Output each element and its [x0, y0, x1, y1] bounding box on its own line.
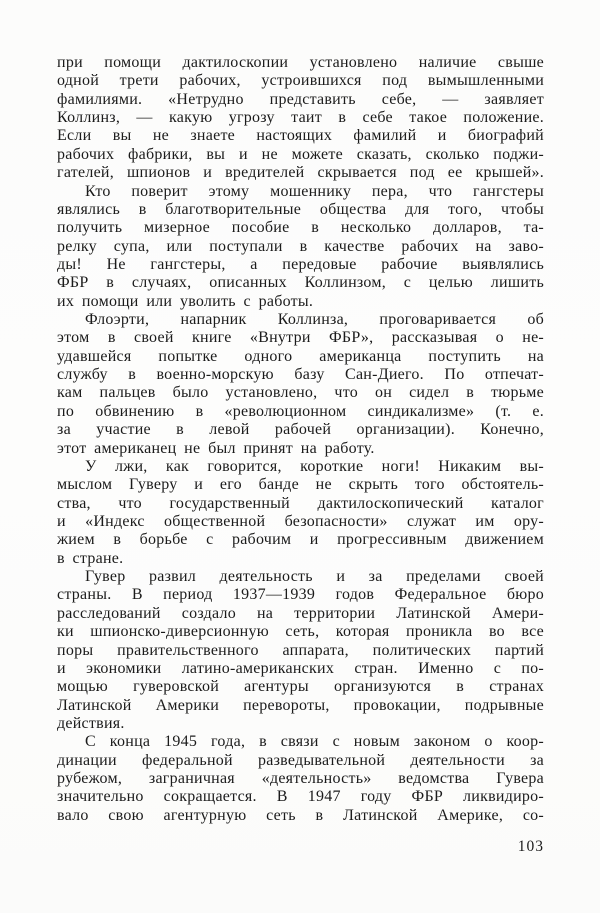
text-line: ства, что государственный дактилоскопический каталог [57, 494, 544, 512]
text-line: рубежом, заграничная «деятельность» ведомства Гувера [57, 770, 544, 788]
text-line: рабочих фабрики, вы и не можете сказать, сколько поджи- [57, 145, 544, 163]
text-line: значительно сокращается. В 1947 году ФБР ликвидиро- [57, 788, 544, 806]
text-line: С конца 1945 года, в связи с новым законом о коор- [85, 733, 544, 751]
text-line: их помощи или уволить с работы. [57, 292, 314, 310]
text-line: и экономики латино-американских стран. Именно с по- [57, 659, 544, 677]
text-line: вало свою агентурную сеть в Латинской Америке, со- [57, 806, 544, 824]
text-line: Коллинз, — какую угрозу таит в себе такое положение. [57, 109, 544, 127]
text-line: Латинской Америки перевороты, провокации, подрывные [57, 696, 544, 714]
text-line: ФБР в случаях, описанных Коллинзом, с целью лишить [57, 274, 544, 292]
text-line: расследований создало на территории Латинской Амери- [57, 604, 544, 622]
text-line: У лжи, как говорится, короткие ноги! Никаким вы- [85, 457, 544, 475]
text-line: этот американец не был принят на работу. [57, 439, 375, 457]
text-line: мощью гуверовской агентуры организуются в странах [57, 678, 544, 696]
text-line: ды! Не гангстеры, а передовые рабочие выявлялись [57, 255, 544, 273]
text-line: в стране. [57, 549, 124, 567]
text-line: фамилиями. «Нетрудно представить себе, — заявляет [57, 90, 544, 108]
text-line: жием в борьбе с рабочим и прогрессивным движением [57, 531, 544, 549]
text-line: динации федеральной разведывательной деятельности за [57, 751, 544, 769]
text-line: по обвинению в «революционном синдикализме» (т. е. [57, 402, 544, 420]
text-line: страны. В период 1937—1939 годов Федеральное бюро [57, 586, 544, 604]
text-line: за участие в левой рабочей организации). Конечно, [57, 421, 544, 439]
text-line: Гувер развил деятельность и за пределами своей [85, 568, 544, 586]
text-line: релку супа, или поступали в качестве рабочих на заво- [57, 237, 544, 255]
text-line: службу в военно-морскую базу Сан-Диего. По отпечат- [57, 366, 544, 384]
text-line: при помощи дактилоскопии установлено наличие свыше [57, 54, 544, 71]
text-line: Кто поверит этому мошеннику пера, что гангстеры [85, 182, 544, 200]
page-text-block [57, 54, 544, 825]
text-line: удавшейся попытке одного американца поступить на [57, 347, 544, 365]
text-line: этом в своей книге «Внутри ФБР», рассказывая о не- [57, 329, 544, 347]
text-line: Если вы не знаете настоящих фамилий и биографий [57, 127, 544, 145]
text-line: и «Индекс общественной безопасности» служат им ору- [57, 512, 544, 530]
text-line: гателей, шпионов и вредителей скрывается под ее крышей». [57, 164, 544, 182]
text-line: кам пальцев было установлено, что он сидел в тюрьме [57, 384, 544, 402]
text-line: получить мизерное пособие в несколько долларов, та- [57, 219, 544, 237]
page-number: 103 [517, 838, 544, 855]
text-line: поры правительственного аппарата, политических партий [57, 641, 544, 659]
text-line: действия. [57, 714, 125, 732]
text-line: являлись в благотворительные общества для того, чтобы [57, 200, 544, 218]
text-line: ки шпионско-диверсионную сеть, которая проникла во все [57, 623, 544, 641]
text-line: одной трети рабочих, устроившихся под вымышленными [57, 72, 544, 90]
text-line: мыслом Гуверу и его банде не скрыть того обстоятель- [57, 476, 544, 494]
text-line: Флоэрти, напарник Коллинза, проговаривается об [85, 311, 544, 329]
